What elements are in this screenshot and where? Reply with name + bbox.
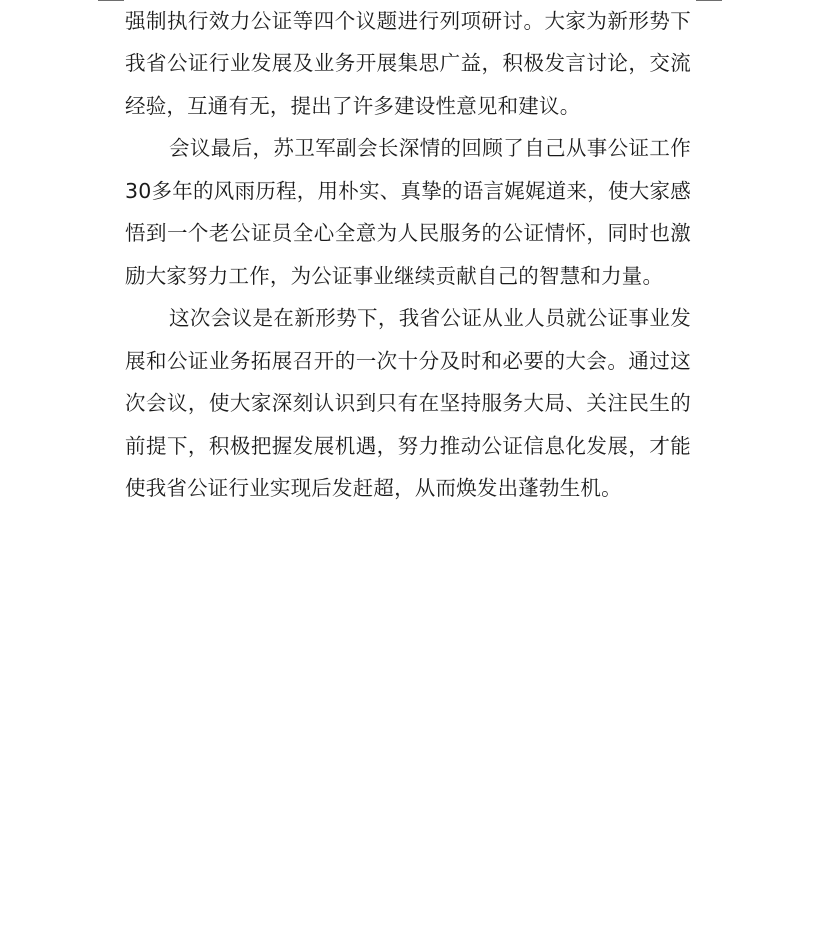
page-corner-mark-right — [696, 0, 722, 1]
paragraph-meeting-summary: 这次会议是在新形势下，我省公证从业人员就公证事业发展和公证业务拓展召开的一次十分及时和必要的大会。通过这次会议，使大家深刻认识到只有在坚持服务大局、关注民生的前提下，积极把握发展机遇，努力推动公证信息化发展，才能使我省公证行业实现后发赶超，从而焕发出蓬勃生机。 — [125, 306, 691, 500]
paragraph-meeting-closing: 会议最后，苏卫军副会长深情的回顾了自己从事公证工作30多年的风雨历程，用朴实、真挚的语言娓娓道来，使大家感悟到一个老公证员全心全意为人民服务的公证情怀，同时也激励大家努力工作，为公证事业继续贡献自己的智慧和力量。 — [125, 136, 691, 288]
document-body — [125, 0, 691, 510]
paragraph-continuation: 强制执行效力公证等四个议题进行列项研讨。大家为新形势下我省公证行业发展及业务开展集思广益，积极发言讨论，交流经验，互通有无，提出了许多建设性意见和建议。 — [125, 8, 691, 118]
page-corner-mark-left — [98, 0, 124, 1]
